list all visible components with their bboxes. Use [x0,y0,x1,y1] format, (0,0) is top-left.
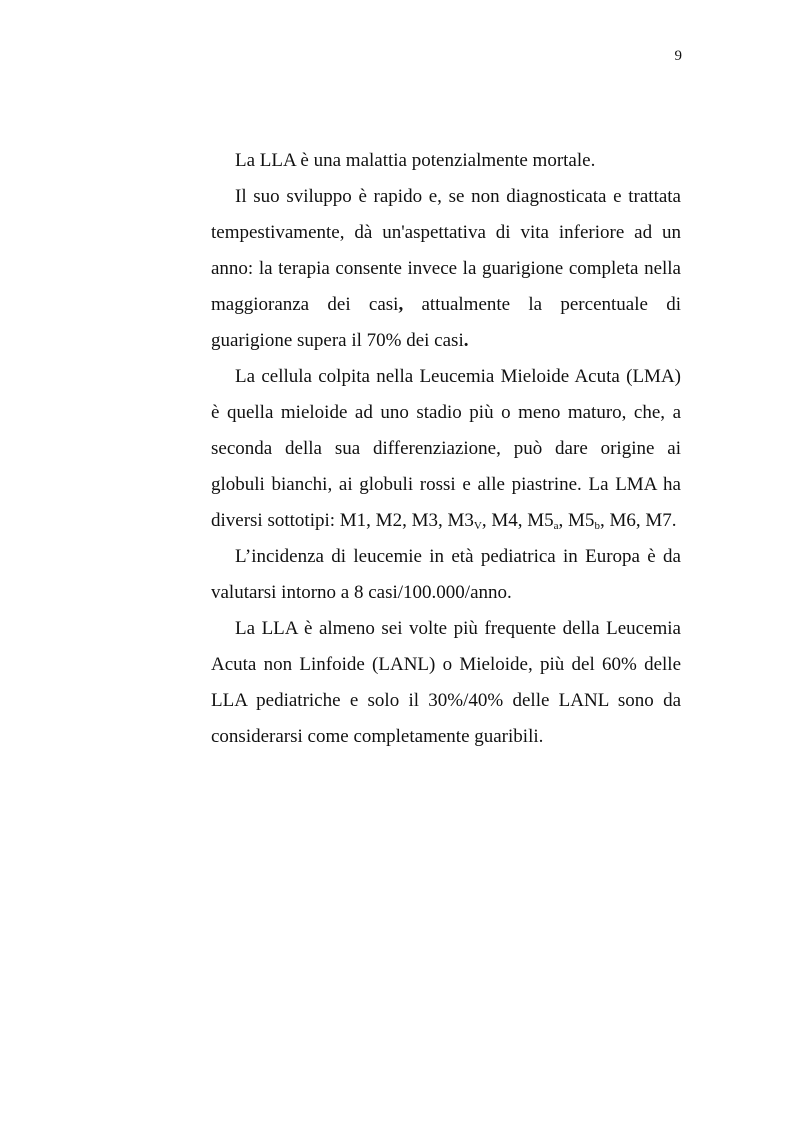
lma-subtype-list [447,510,676,531]
paragraph-lla-prognosis [211,179,681,359]
paragraph-text: Il suo sviluppo è rapido e, se non diagnosticata e trattata tempestivamente, dà un'aspettativa di vita inferiore ad un anno: la terapia consente invece la guarigione completa nella maggioranza dei casi [211,186,681,315]
paragraph-lla-vs-lanl: La LLA è almeno sei volte più frequente della Leucemia Acuta non Linfoide (LANL) o Mieloide, più del 60% delle LLA pediatriche e solo il 30%/40% delle LANL sono da considerarsi come completamente guaribili. [211,618,681,747]
subtype-subscript: b [594,520,600,532]
subtype-base: M5 [568,510,595,531]
subtype-base: M7 [645,510,672,531]
subtype-separator: , [599,510,610,531]
subtype-separator: , [481,510,492,531]
subtype-base: M4 [491,510,518,531]
lma-subtype [645,510,676,531]
lma-subtype [447,510,491,531]
lma-subtype [491,510,527,531]
paragraph-incidence: L’incidenza di leucemie in età pediatrica in Europa è da valutarsi intorno a 8 casi/100.000/anno. [211,546,681,603]
document-body [211,143,681,755]
lma-subtype [609,510,645,531]
paragraph-lla-mortality: La LLA è una malattia potenzialmente mortale. [235,150,596,171]
paragraph-text: La cellula colpita nella Leucemia Mieloide Acuta (LMA) è quella mieloide ad uno stadio più o meno maturo, che, a seconda della sua differenziazione, può dare origine ai globuli bianchi, ai globuli rossi e alle piastrine. La LMA ha diversi sottotipi: M1, M2, M3, [211,366,681,531]
lma-subtype [568,510,609,531]
subtype-base: M3 [447,510,474,531]
subtype-subscript: V [473,520,482,532]
subtype-separator: , [517,510,528,531]
subtype-separator: . [671,510,677,531]
page-number: 9 [674,48,682,64]
bold-period: . [463,330,469,351]
paragraph-text: attualmente la percentuale di guarigione supera il 70% dei casi [211,294,681,351]
bold-comma: , [398,294,404,315]
subtype-separator: , [635,510,646,531]
lma-subtype [527,510,568,531]
subtype-base: M6 [609,510,636,531]
subtype-subscript: a [553,520,559,532]
subtype-base: M5 [527,510,554,531]
subtype-separator: , [558,510,569,531]
paragraph-lma-description [211,359,681,539]
